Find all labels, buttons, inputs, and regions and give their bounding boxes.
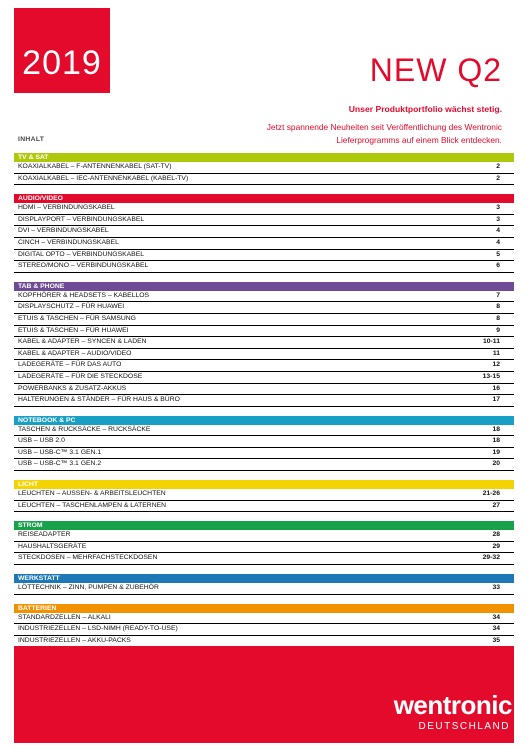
toc-label: INHALT <box>18 136 45 143</box>
toc-item-label: DVI – VERBINDUNGSKABEL <box>18 227 109 235</box>
toc-row <box>14 261 514 273</box>
toc-page-number: 34 <box>492 625 500 633</box>
toc-page-number: 13-15 <box>482 372 500 380</box>
section-header: TAB & PHONE <box>14 282 514 291</box>
toc-item-label: LADEGERÄTE – FÜR DIE STECKDOSE <box>18 372 143 380</box>
table-of-contents <box>14 153 514 668</box>
toc-page-number: 2 <box>496 174 500 182</box>
toc-row <box>14 314 514 326</box>
toc-page-number: 2 <box>496 163 500 170</box>
toc-item-label: DISPLAYPORT – VERBINDUNGSKABEL <box>18 215 145 223</box>
toc-row <box>14 553 514 565</box>
section-header: LICHT <box>14 480 514 489</box>
toc-row <box>14 448 514 460</box>
toc-item-label: KOAXIALKABEL – F-ANTENNENKABEL (SAT-TV) <box>18 163 172 170</box>
year-label: 2019 <box>22 44 102 82</box>
toc-row <box>14 459 514 471</box>
toc-item-label: HALTERUNGEN & STÄNDER – FÜR HAUS & BÜRO <box>18 396 180 404</box>
toc-page-number: 4 <box>496 238 500 246</box>
toc-row <box>14 489 514 501</box>
year-box <box>14 8 110 93</box>
section-header: AUDIO/VIDEO <box>14 194 514 203</box>
toc-page-number: 34 <box>492 613 500 621</box>
toc-row <box>14 583 514 595</box>
toc-page-number: 33 <box>492 584 500 592</box>
section-header: STROM <box>14 521 514 530</box>
toc-item-label: KABEL & ADAPTER – SYNCEN & LADEN <box>18 338 147 346</box>
toc-item-label: HAUSHALTSGERÄTE <box>18 542 87 550</box>
toc-section <box>14 480 514 512</box>
toc-row <box>14 215 514 227</box>
toc-page-number: 35 <box>492 636 500 644</box>
toc-row <box>14 542 514 554</box>
toc-row <box>14 530 514 542</box>
toc-section <box>14 416 514 471</box>
toc-row <box>14 624 514 636</box>
toc-section <box>14 282 514 407</box>
toc-page-number: 6 <box>496 262 500 270</box>
toc-page-number: 18 <box>492 437 500 445</box>
toc-row <box>14 395 514 407</box>
toc-page-number: 17 <box>492 396 500 404</box>
toc-item-label: KOPFHÖRER & HEADSETS – KABELLOS <box>18 291 150 299</box>
toc-item-label: HDMI – VERBINDUNGSKABEL <box>18 204 115 212</box>
toc-page-number: 10-11 <box>482 338 500 346</box>
toc-page-number: 8 <box>496 303 500 311</box>
toc-item-label: DISPLAYSCHUTZ – FÜR HUAWEI <box>18 303 125 311</box>
toc-item-label: KOAXIALKABEL – IEC-ANTENNENKABEL (KABEL-TV) <box>18 174 189 182</box>
intro-text: Jetzt spannende Neuheiten seit Veröffentlichung des Wentronic Lieferprogramms auf einem Blick entdecken. <box>266 122 502 145</box>
toc-item-label: KABEL & ADAPTER – AUDIO/VIDEO <box>18 349 132 357</box>
toc-row <box>14 613 514 625</box>
toc-item-label: USB – USB-C™ 3.1 GEN.1 <box>18 448 102 456</box>
toc-row <box>14 302 514 314</box>
toc-item-label: INDUSTRIEZELLEN – AKKU-PACKS <box>18 636 131 644</box>
toc-row <box>14 360 514 372</box>
toc-row <box>14 326 514 338</box>
toc-page-number: 7 <box>496 291 500 299</box>
footer-banner <box>14 646 514 743</box>
toc-section <box>14 194 514 273</box>
toc-item-label: LEUCHTEN – AUSSEN- & ARBEITSLEUCHTEN <box>18 490 166 498</box>
toc-page-number: 29 <box>492 542 500 550</box>
toc-page-number: 28 <box>492 531 500 539</box>
toc-row <box>14 291 514 303</box>
toc-row <box>14 425 514 437</box>
toc-row <box>14 384 514 396</box>
toc-row <box>14 436 514 448</box>
toc-item-label: ETUIS & TASCHEN – FÜR SAMSUNG <box>18 314 136 322</box>
toc-item-label: REISEADAPTER <box>18 531 71 539</box>
toc-page-number: 19 <box>492 448 500 456</box>
toc-page-number: 29-32 <box>482 554 500 562</box>
toc-item-label: LEUCHTEN – TASCHENLAMPEN & LATERNEN <box>18 501 167 509</box>
toc-page-number: 27 <box>492 501 500 509</box>
toc-row <box>14 372 514 384</box>
toc-page-number: 8 <box>496 314 500 322</box>
section-header: NOTEBOOK & PC <box>14 416 514 425</box>
toc-page-number: 4 <box>496 227 500 235</box>
toc-page-number: 21-26 <box>482 490 500 498</box>
toc-row <box>14 226 514 238</box>
section-header: BATTERIEN <box>14 604 514 613</box>
toc-section <box>14 521 514 565</box>
toc-page-number: 11 <box>492 349 500 357</box>
toc-item-label: CINCH – VERBINDUNGSKABEL <box>18 238 119 246</box>
toc-page-number: 16 <box>492 384 500 392</box>
headline: NEW Q2 <box>369 52 502 88</box>
toc-section <box>14 574 514 595</box>
toc-item-label: STANDARDZELLEN – ALKALI <box>18 613 111 621</box>
section-header: WERKSTATT <box>14 574 514 583</box>
toc-page-number: 18 <box>492 425 500 433</box>
toc-section <box>14 153 514 185</box>
brand-subtitle: DEUTSCHLAND <box>418 721 510 732</box>
toc-item-label: INDUSTRIEZELLEN – LSD-NIMH (READY-TO-USE) <box>18 625 178 633</box>
toc-item-label: STEREO/MONO – VERBINDUNGSKABEL <box>18 262 149 270</box>
toc-page-number: 3 <box>496 215 500 223</box>
toc-item-label: ETUIS & TASCHEN – FÜR HUAWEI <box>18 326 129 334</box>
toc-row <box>14 174 514 186</box>
toc-row <box>14 250 514 262</box>
toc-row <box>14 349 514 361</box>
toc-row <box>14 337 514 349</box>
toc-item-label: POWERBANKS & ZUSATZ-AKKUS <box>18 384 127 392</box>
toc-page-number: 20 <box>492 460 500 468</box>
toc-row <box>14 238 514 250</box>
toc-item-label: LADEGERÄTE – FÜR DAS AUTO <box>18 361 122 369</box>
section-header: TV & SAT <box>14 153 514 162</box>
toc-item-label: USB – USB 2.0 <box>18 437 65 445</box>
toc-item-label: LÖTTECHNIK – ZINN, PUMPEN & ZUBEHÖR <box>18 584 159 592</box>
toc-row <box>14 162 514 174</box>
toc-page-number: 5 <box>496 250 500 258</box>
brand-logo: wentronic <box>393 690 512 720</box>
toc-row <box>14 501 514 513</box>
toc-page-number: 9 <box>496 326 500 334</box>
toc-item-label: TASCHEN & RUCKSÄCKE – RUCKSÄCKE <box>18 425 151 433</box>
toc-item-label: STECKDOSEN – MEHRFACHSTECKDOSEN <box>18 554 158 562</box>
tagline: Unser Produktportfolio wächst stetig. <box>348 104 502 114</box>
toc-page-number: 12 <box>492 361 500 369</box>
toc-item-label: DIGITAL OPTO – VERBINDUNGSKABEL <box>18 250 145 258</box>
toc-page-number: 3 <box>496 204 500 212</box>
toc-item-label: USB – USB-C™ 3.1 GEN.2 <box>18 460 102 468</box>
toc-row <box>14 203 514 215</box>
